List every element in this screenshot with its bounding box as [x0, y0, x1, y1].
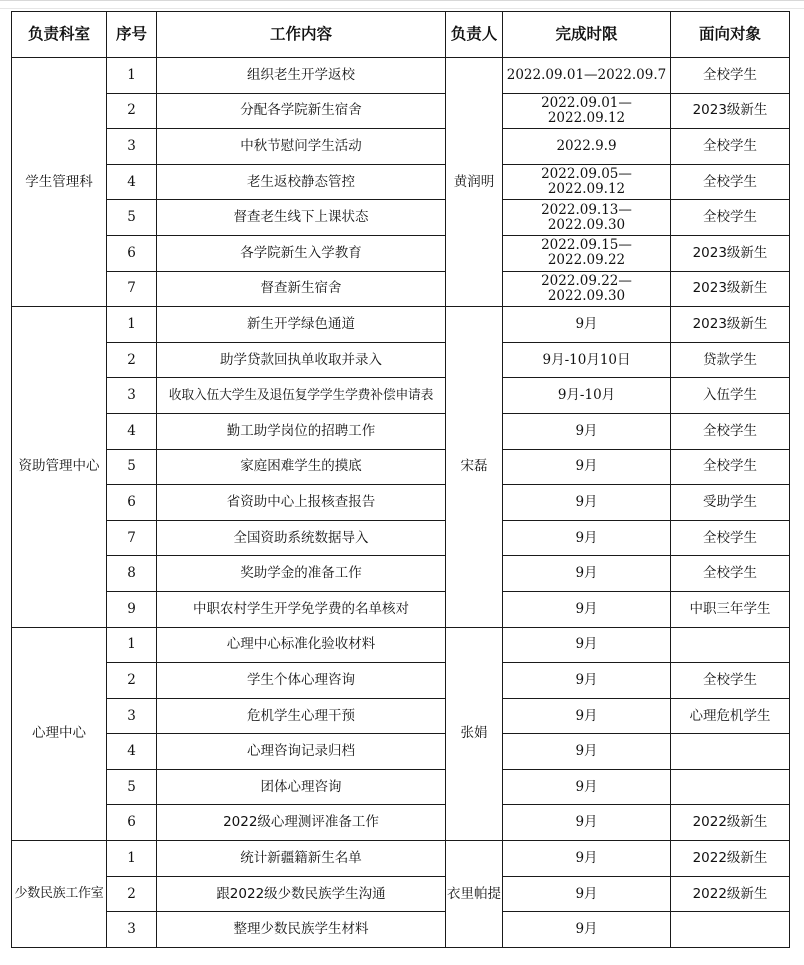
- target-cell: 全校学生: [671, 663, 790, 699]
- owner-cell: 黄润明: [446, 58, 503, 307]
- table-row: [12, 591, 790, 627]
- table-row: [12, 912, 790, 948]
- deadline-cell: 9月: [503, 698, 671, 734]
- deadline-cell: 9月: [503, 556, 671, 592]
- table-row: [12, 876, 790, 912]
- task-cell: 奖助学金的准备工作: [157, 556, 446, 592]
- deadline-cell: 2022.09.22—2022.09.30: [503, 271, 671, 307]
- target-cell: 入伍学生: [671, 378, 790, 414]
- deadline-cell: 2022.09.15—2022.09.22: [503, 235, 671, 271]
- task-cell: 老生返校静态管控: [157, 164, 446, 200]
- target-cell: 2022级新生: [671, 876, 790, 912]
- deadline-cell: 9月: [503, 627, 671, 663]
- target-cell: 全校学生: [671, 413, 790, 449]
- target-cell: 全校学生: [671, 164, 790, 200]
- task-cell: 勤工助学岗位的招聘工作: [157, 413, 446, 449]
- target-cell: 2023级新生: [671, 235, 790, 271]
- target-cell: 2022级新生: [671, 841, 790, 877]
- task-cell: 新生开学绿色通道: [157, 307, 446, 343]
- task-cell: 团体心理咨询: [157, 769, 446, 805]
- deadline-cell: 9月: [503, 912, 671, 948]
- table-row: [12, 413, 790, 449]
- deadline-cell: 9月: [503, 805, 671, 841]
- task-cell: 危机学生心理干预: [157, 698, 446, 734]
- task-cell: 心理中心标准化验收材料: [157, 627, 446, 663]
- target-cell: 全校学生: [671, 58, 790, 94]
- row-number-cell: 2: [107, 342, 157, 378]
- table-row: [12, 449, 790, 485]
- row-number-cell: 4: [107, 164, 157, 200]
- target-cell: [671, 769, 790, 805]
- task-cell: 省资助中心上报核查报告: [157, 485, 446, 521]
- row-number-cell: 4: [107, 413, 157, 449]
- task-cell: 全国资助系统数据导入: [157, 520, 446, 556]
- target-cell: 2022级新生: [671, 805, 790, 841]
- target-cell: 全校学生: [671, 449, 790, 485]
- row-number-cell: 3: [107, 912, 157, 948]
- header-dept: 负责科室: [12, 12, 107, 58]
- deadline-cell: 9月-10月: [503, 378, 671, 414]
- row-number-cell: 2: [107, 93, 157, 129]
- target-cell: 心理危机学生: [671, 698, 790, 734]
- table-row: [12, 805, 790, 841]
- row-number-cell: 6: [107, 805, 157, 841]
- task-cell: 督查老生线下上课状态: [157, 200, 446, 236]
- table-row: [12, 663, 790, 699]
- dept-cell: 资助管理中心: [12, 307, 107, 627]
- header-target: 面向对象: [671, 12, 790, 58]
- target-cell: [671, 627, 790, 663]
- table-row: [12, 769, 790, 805]
- deadline-cell: 9月: [503, 449, 671, 485]
- table-row: [12, 342, 790, 378]
- task-cell: 助学贷款回执单收取并录入: [157, 342, 446, 378]
- task-cell: 中秋节慰问学生活动: [157, 129, 446, 165]
- table-row: [12, 556, 790, 592]
- task-cell: 家庭困难学生的摸底: [157, 449, 446, 485]
- deadline-cell: 9月: [503, 876, 671, 912]
- page-edge-line: [0, 8, 804, 9]
- target-cell: 中职三年学生: [671, 591, 790, 627]
- task-cell: 各学院新生入学教育: [157, 235, 446, 271]
- row-number-cell: 1: [107, 627, 157, 663]
- deadline-cell: 9月: [503, 841, 671, 877]
- table-row: [12, 58, 790, 94]
- task-cell: 收取入伍大学生及退伍复学学生学费补偿申请表: [157, 378, 446, 414]
- table-row: [12, 129, 790, 165]
- task-cell: 督查新生宿舍: [157, 271, 446, 307]
- row-number-cell: 9: [107, 591, 157, 627]
- row-number-cell: 8: [107, 556, 157, 592]
- target-cell: 贷款学生: [671, 342, 790, 378]
- header-deadline: 完成时限: [503, 12, 671, 58]
- header-task: 工作内容: [157, 12, 446, 58]
- deadline-cell: 2022.09.05—2022.09.12: [503, 164, 671, 200]
- row-number-cell: 3: [107, 378, 157, 414]
- row-number-cell: 3: [107, 698, 157, 734]
- owner-cell: 宋磊: [446, 307, 503, 627]
- owner-cell: 衣里帕提: [446, 841, 503, 948]
- target-cell: 受助学生: [671, 485, 790, 521]
- header-owner: 负责人: [446, 12, 503, 58]
- deadline-cell: 9月: [503, 485, 671, 521]
- header-row: [12, 12, 790, 58]
- task-cell: 整理少数民族学生材料: [157, 912, 446, 948]
- table-row: [12, 627, 790, 663]
- row-number-cell: 5: [107, 200, 157, 236]
- row-number-cell: 7: [107, 520, 157, 556]
- deadline-cell: 2022.09.13—2022.09.30: [503, 200, 671, 236]
- task-cell: 跟2022级少数民族学生沟通: [157, 876, 446, 912]
- table-row: [12, 734, 790, 770]
- table-row: [12, 271, 790, 307]
- target-cell: [671, 734, 790, 770]
- page-edge-line: [0, 0, 804, 1]
- task-cell: 2022级心理测评准备工作: [157, 805, 446, 841]
- deadline-cell: 9月: [503, 413, 671, 449]
- row-number-cell: 2: [107, 876, 157, 912]
- target-cell: 2023级新生: [671, 93, 790, 129]
- dept-cell: 少数民族工作室: [12, 841, 107, 948]
- task-cell: 统计新疆籍新生名单: [157, 841, 446, 877]
- task-cell: 组织老生开学返校: [157, 58, 446, 94]
- owner-cell: 张娟: [446, 627, 503, 841]
- deadline-cell: 9月: [503, 734, 671, 770]
- header-no: 序号: [107, 12, 157, 58]
- table-row: [12, 841, 790, 877]
- target-cell: 全校学生: [671, 520, 790, 556]
- target-cell: 全校学生: [671, 556, 790, 592]
- row-number-cell: 1: [107, 58, 157, 94]
- row-number-cell: 3: [107, 129, 157, 165]
- table-row: [12, 698, 790, 734]
- deadline-cell: 9月: [503, 591, 671, 627]
- table-row: [12, 164, 790, 200]
- task-cell: 中职农村学生开学免学费的名单核对: [157, 591, 446, 627]
- target-cell: 2023级新生: [671, 271, 790, 307]
- target-cell: [671, 912, 790, 948]
- target-cell: 全校学生: [671, 200, 790, 236]
- row-number-cell: 2: [107, 663, 157, 699]
- target-cell: 全校学生: [671, 129, 790, 165]
- work-plan-table: [11, 11, 790, 948]
- deadline-cell: 2022.9.9: [503, 129, 671, 165]
- task-cell: 分配各学院新生宿舍: [157, 93, 446, 129]
- deadline-cell: 9月: [503, 307, 671, 343]
- table-row: [12, 307, 790, 343]
- row-number-cell: 1: [107, 307, 157, 343]
- row-number-cell: 7: [107, 271, 157, 307]
- deadline-cell: 9月: [503, 769, 671, 805]
- dept-cell: 学生管理科: [12, 58, 107, 307]
- table-row: [12, 93, 790, 129]
- row-number-cell: 6: [107, 485, 157, 521]
- row-number-cell: 5: [107, 449, 157, 485]
- table-row: [12, 520, 790, 556]
- task-cell: 心理咨询记录归档: [157, 734, 446, 770]
- row-number-cell: 4: [107, 734, 157, 770]
- row-number-cell: 5: [107, 769, 157, 805]
- deadline-cell: 9月-10月10日: [503, 342, 671, 378]
- deadline-cell: 9月: [503, 663, 671, 699]
- target-cell: 2023级新生: [671, 307, 790, 343]
- task-cell: 学生个体心理咨询: [157, 663, 446, 699]
- table-row: [12, 200, 790, 236]
- deadline-cell: 2022.09.01—2022.09.7: [503, 58, 671, 94]
- deadline-cell: 9月: [503, 520, 671, 556]
- row-number-cell: 6: [107, 235, 157, 271]
- table-row: [12, 378, 790, 414]
- dept-cell: 心理中心: [12, 627, 107, 841]
- table-row: [12, 235, 790, 271]
- deadline-cell: 2022.09.01—2022.09.12: [503, 93, 671, 129]
- row-number-cell: 1: [107, 841, 157, 877]
- table-row: [12, 485, 790, 521]
